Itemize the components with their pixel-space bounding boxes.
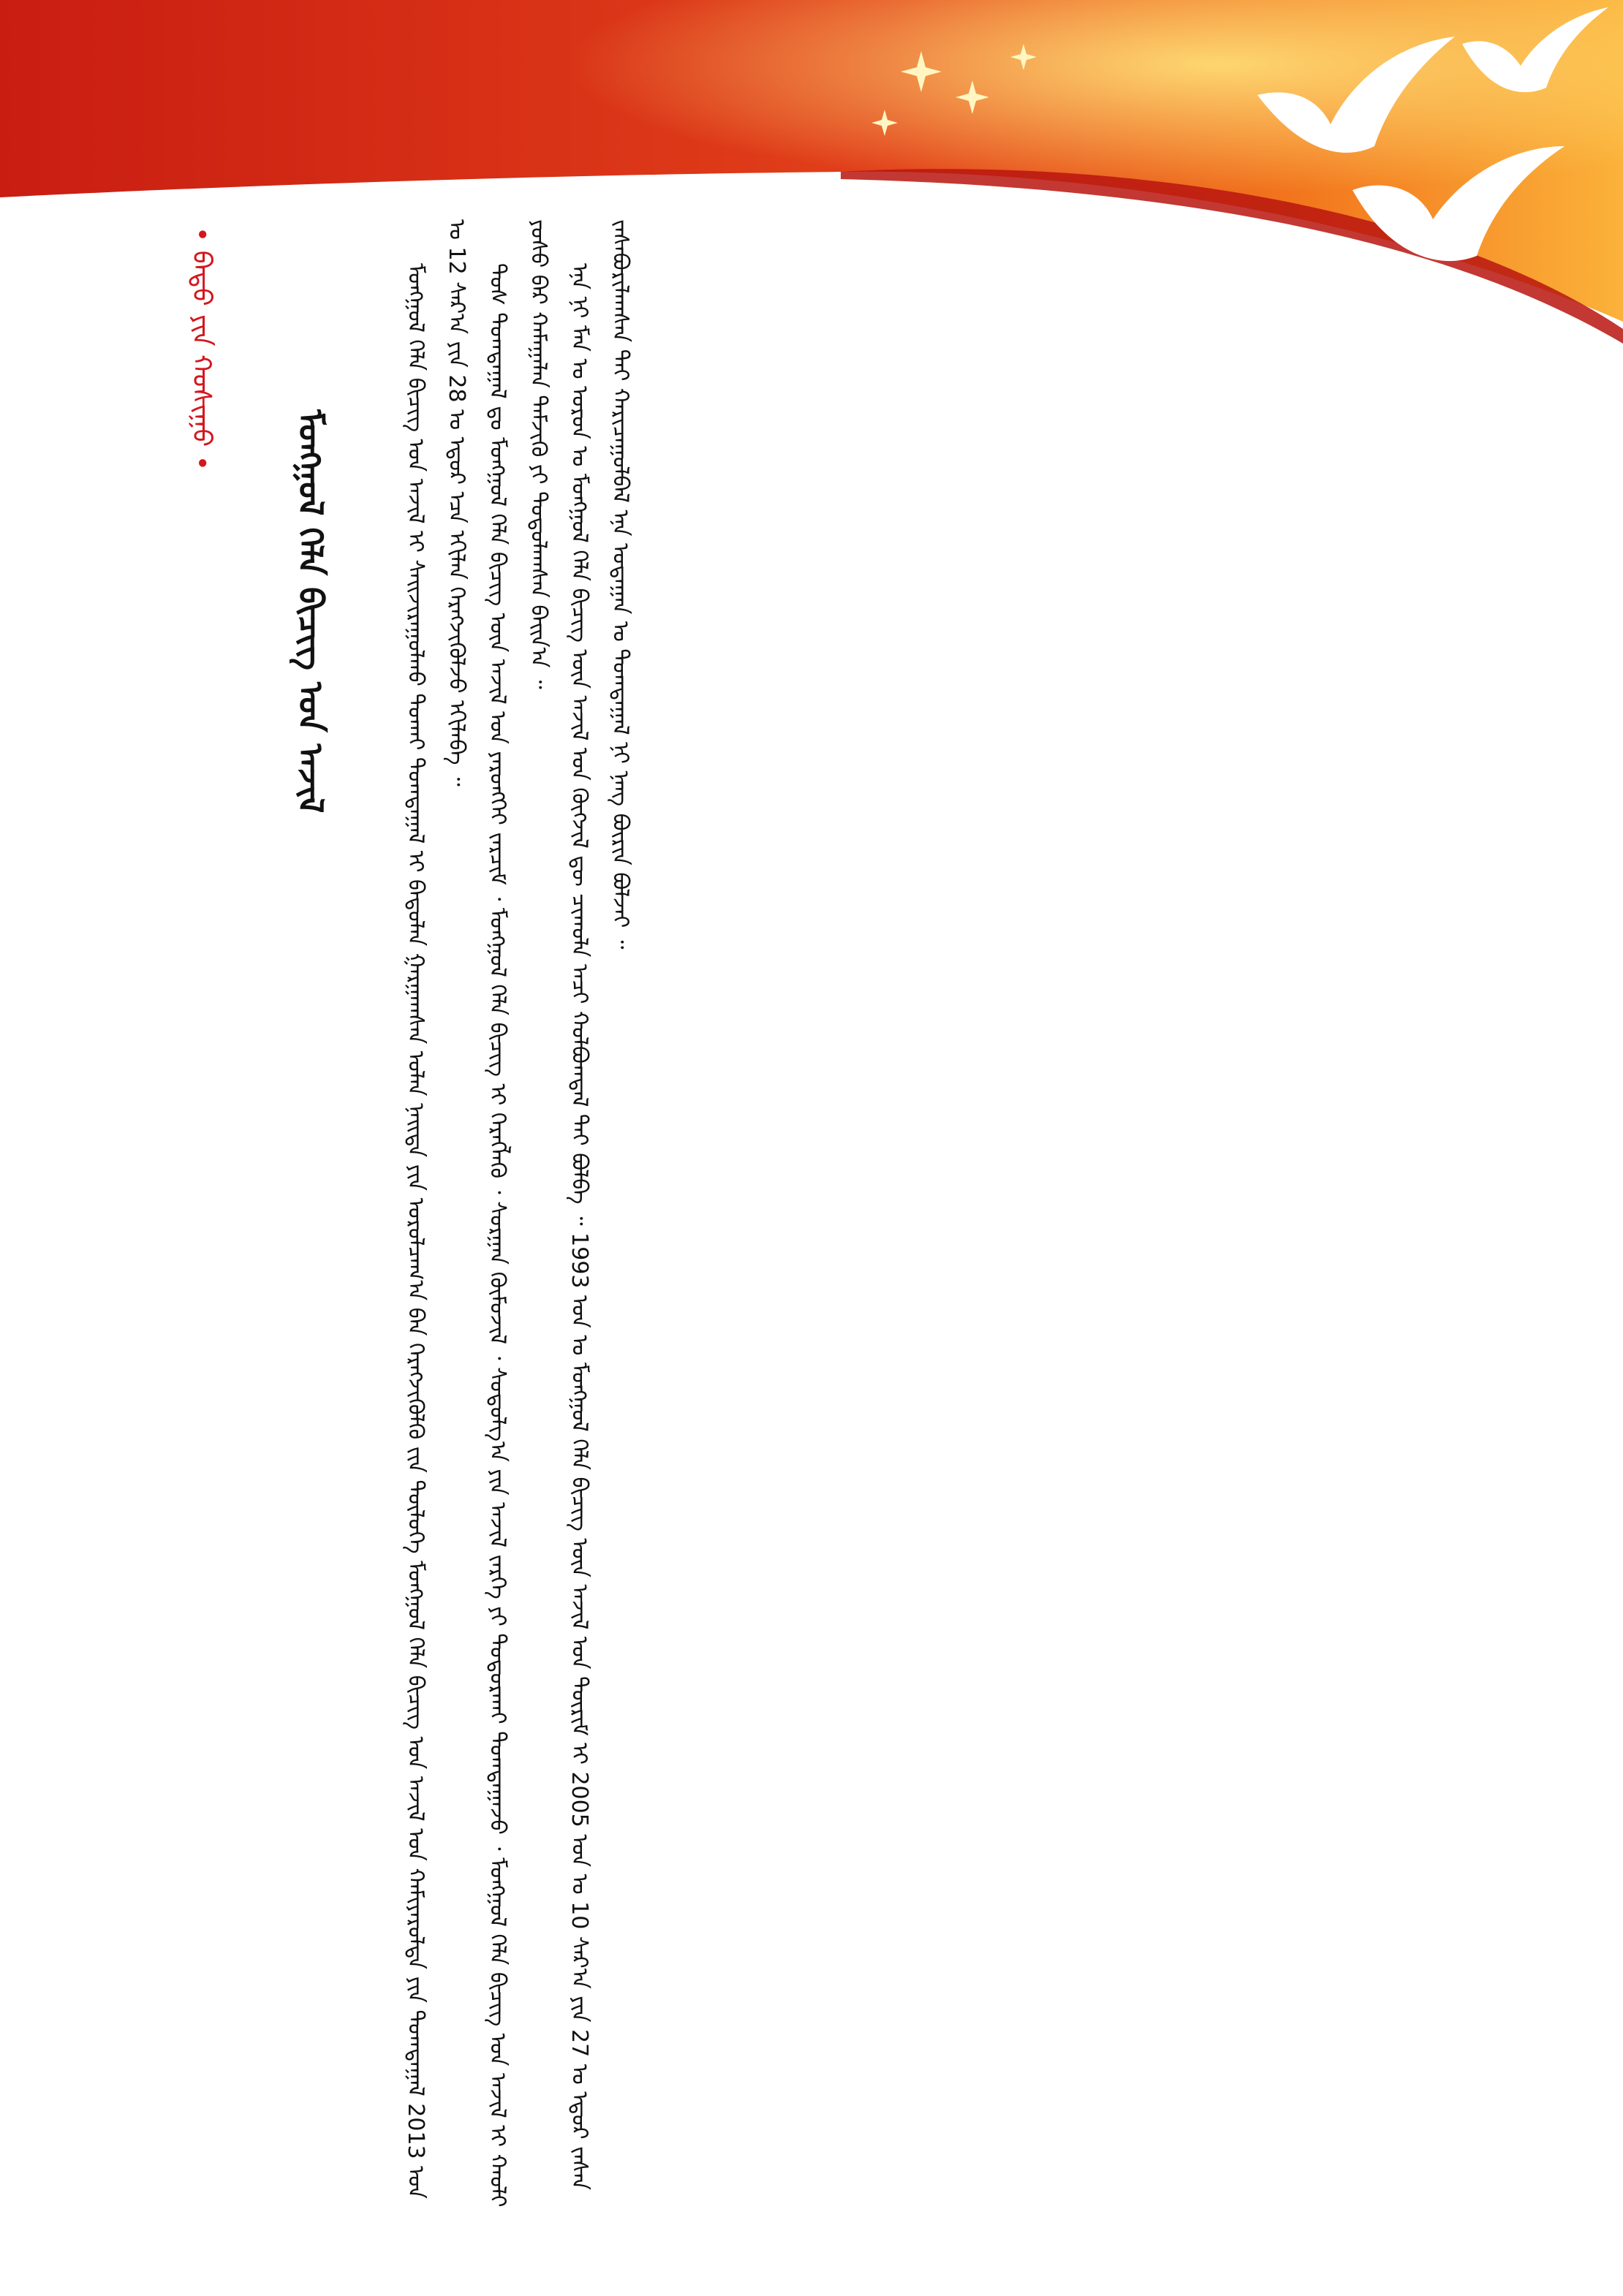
document-title: ᠮᠣᠩᠭᠣᠯ ᠬᠡᠯᠡ ᠪᠢᠴᠢᠭ ᠤᠨ ᠠᠵᠢᠯ: [291, 409, 330, 814]
author-name: ᠪᠠᠲᠤ ᠶᠢᠨ ᠬᠣᠰᠢᠭᠤ: [186, 250, 216, 447]
paragraph: ᠮᠣᠩᠭᠣᠯ ᠬᠡᠯᠡ ᠪᠢᠴᠢᠭ ᠤᠨ ᠠᠵᠢᠯ ᠢ ᠰᠠᠢᠵᠢᠷᠠᠭᠤᠯᠬᠤ ᠲᠤᠬᠠᠢ ᠲᠣᠭᠲᠠᠭᠠᠯ ᠢ ᠪᠠᠲᠤᠯᠠᠨ ᠭᠠᠷᠭᠠᠭᠰᠠᠨ ᠣᠯᠠᠨ ᠨᠡᠢᠲᠡ ᠶᠢᠨ ᠣᠷᠣᠯᠴᠠᠭ᠎ᠠ ᠪᠠᠨ ᠬᠡᠷᠡᠭᠵᠢᠭᠦᠯᠬᠦ ᠵᠢᠨ ᠲᠦᠯᠦᠭᠡ ᠮᠣᠩᠭᠣᠯ ᠬᠡᠯᠡ ᠪᠢᠴᠢᠭ ᠤᠨ ᠠᠵᠢᠯ ᠤᠨ ᠬᠠᠮᠢᠶᠠᠷᠤᠯᠲᠠ ᠶᠢᠨ ᠲᠣᠭᠲᠠᠭᠠᠯ 2013 ᠣᠨ ᠤ 12 ᠰᠠᠷ᠎ᠠ ᠶᠢᠨ 28 ᠤ ᠡᠳᠦᠷ ᠡᠴᠡ ᠡᠬᠢᠯᠡᠨ ᠬᠡᠷᠡᠭᠵᠢᠭᠦᠯᠵᠦ ᠡᠬᠢᠯᠡᠪᠡ ᠃: [403, 219, 469, 2199]
paragraph: ᠲᠤᠰ ᠲᠣᠭᠲᠠᠭᠠᠯ ᠳᠤ ᠮᠣᠩᠭᠣᠯ ᠬᠡᠯᠡ ᠪᠢᠴᠢᠭ ᠦᠨ ᠠᠵᠢᠯ ᠤᠨ ᠶᠡᠷᠦᠩᠬᠡᠢ ᠵᠠᠷᠴᠢᠮ ᠂ ᠮᠣᠩᠭᠣᠯ ᠬᠡᠯᠡ ᠪᠢᠴᠢᠭ ᠢ ᠬᠡᠷᠡᠭᠯᠡᠬᠦ ᠂ ᠰᠤᠷᠭᠠᠨ ᠬᠦᠮᠦᠵᠢᠯ ᠂ ᠰᠤᠳᠤᠯᠭ᠎ᠠ ᠶᠢᠨ ᠠᠵᠢᠯ ᠵᠡᠷᠭᠡ ᠶᠢ ᠲᠣᠳᠣᠷᠬᠠᠢ ᠲᠣᠭᠲᠠᠭᠠᠵᠤ ᠂ ᠮᠣᠩᠭᠣᠯ ᠬᠡᠯᠡ ᠪᠢᠴᠢᠭ ᠤᠨ ᠠᠵᠢᠯ ᠢ ᠬᠠᠤᠯᠢ ᠶᠣᠰᠣ ᠪᠠᠷ ᠬᠠᠮᠠᠭᠠᠯᠠᠨ ᠳᠡᠮᠵᠢᠬᠦ ᠶᠢ ᠲᠤᠳᠤᠯᠠᠭᠰᠠᠨ ᠪᠠᠢᠨ᠎ᠠ ᠃: [485, 219, 551, 2208]
bullet-dot-icon: •: [186, 455, 216, 471]
bullet-dot-icon: •: [186, 227, 216, 243]
body-text: [395, 219, 1184, 2208]
paragraph: ᠡᠨᠡ ᠨᠢ ᠮᠠᠨ ᠤ ᠣᠷᠣᠨ ᠤ ᠮᠣᠩᠭᠣᠯ ᠬᠡᠯᠡ ᠪᠢᠴᠢᠭ ᠦᠨ ᠠᠵᠢᠯ ᠤᠨ ᠬᠦᠭᠵᠢᠯ ᠳᠦ ᠴᠢᠬᠤᠯᠠ ᠠᠴᠢ ᠬᠣᠯᠪᠣᠭᠳᠠᠯ ᠲᠠᠢ ᠪᠣᠯᠪᠠ ᠃ 1993 ᠣᠨ ᠤ ᠮᠣᠩᠭᠣᠯ ᠬᠡᠯᠡ ᠪᠢᠴᠢᠭ ᠦᠨ ᠠᠵᠢᠯ ᠤᠨ ᠳᠦᠷᠢᠮ ᠢ 2005 ᠣᠨ ᠤ 10 ᠰᠠᠷ᠎ᠠ ᠶᠢᠨ 27 ᠤ ᠡᠳᠦᠷ ᠵᠠᠰᠠᠨ ᠵᠠᠰᠠᠪᠤᠷᠢᠯᠠᠭᠰᠠᠨ ᠲᠠᠢ ᠬᠠᠷᠢᠴᠠᠭᠤᠯᠪᠠᠯ ᠡᠨᠡ ᠤᠳᠠᠭᠠᠨ ᠤ ᠲᠣᠭᠲᠠᠭᠠᠯ ᠨᠢ ᠨᠡᠩ ᠪᠦᠷᠢᠨ ᠪᠣᠯᠵᠠᠢ ᠃: [567, 219, 633, 2191]
author-line: [183, 227, 227, 607]
